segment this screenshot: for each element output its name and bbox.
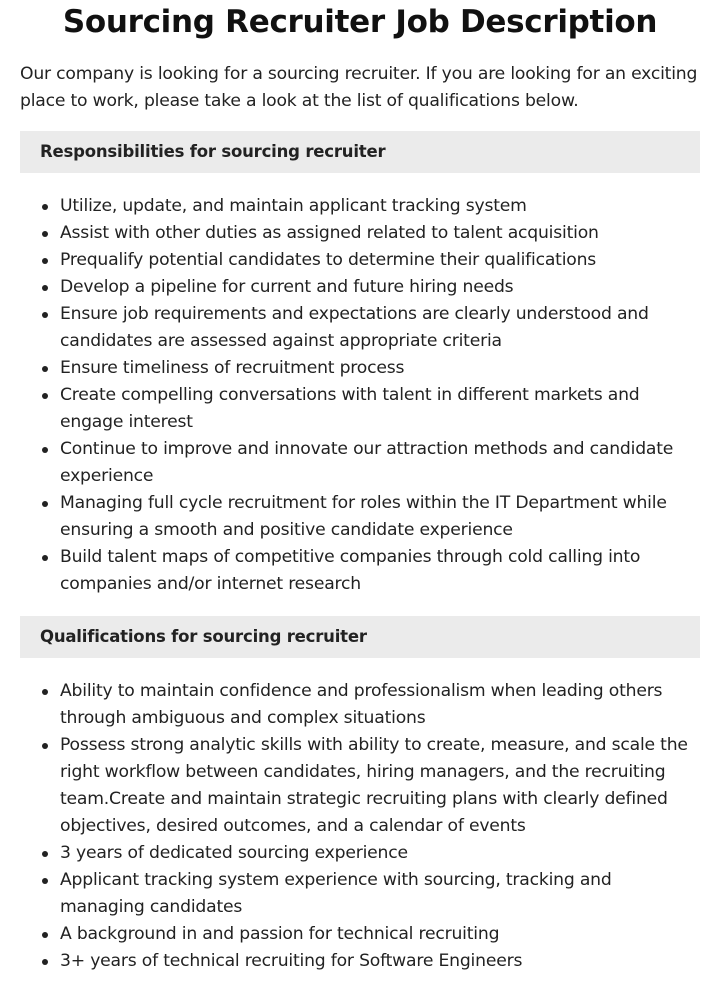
qualifications-list: [20, 678, 700, 975]
list-item: Ability to maintain confidence and professionalism when leading others through ambiguous and complex situations: [60, 678, 700, 732]
list-item: Create compelling conversations with talent in different markets and engage interest: [60, 382, 700, 436]
list-item: Assist with other duties as assigned related to talent acquisition: [60, 220, 700, 247]
list-item: Applicant tracking system experience with sourcing, tracking and managing candidates: [60, 867, 700, 921]
responsibilities-heading: Responsibilities for sourcing recruiter: [20, 131, 700, 173]
list-item: Develop a pipeline for current and future hiring needs: [60, 274, 700, 301]
list-item: 3 years of dedicated sourcing experience: [60, 840, 700, 867]
list-item: 3+ years of technical recruiting for Software Engineers: [60, 948, 700, 975]
list-item: Ensure job requirements and expectations are clearly understood and candidates are assessed against appropriate criteria: [60, 301, 700, 355]
intro-paragraph: Our company is looking for a sourcing recruiter. If you are looking for an exciting place to work, please take a look at the list of qualifications below.: [20, 64, 698, 111]
responsibilities-list: [20, 193, 700, 598]
list-item: A background in and passion for technical recruiting: [60, 921, 700, 948]
list-item: Possess strong analytic skills with ability to create, measure, and scale the right workflow between candidates, hiring managers, and the recruiting team.Create and maintain strategic recruiting plans with clearly defined objectives, desired outcomes, and a calendar of events: [60, 732, 700, 840]
list-item: Prequalify potential candidates to determine their qualifications: [60, 247, 700, 274]
list-item: Managing full cycle recruitment for roles within the IT Department while ensuring a smooth and positive candidate experience: [60, 490, 700, 544]
qualifications-heading: Qualifications for sourcing recruiter: [20, 616, 700, 658]
list-item: Continue to improve and innovate our attraction methods and candidate experience: [60, 436, 700, 490]
list-item: Ensure timeliness of recruitment process: [60, 355, 700, 382]
list-item: Build talent maps of competitive companies through cold calling into companies and/or internet research: [60, 544, 700, 598]
list-item: Utilize, update, and maintain applicant tracking system: [60, 193, 700, 220]
page-title: Sourcing Recruiter Job Description: [62, 4, 658, 40]
